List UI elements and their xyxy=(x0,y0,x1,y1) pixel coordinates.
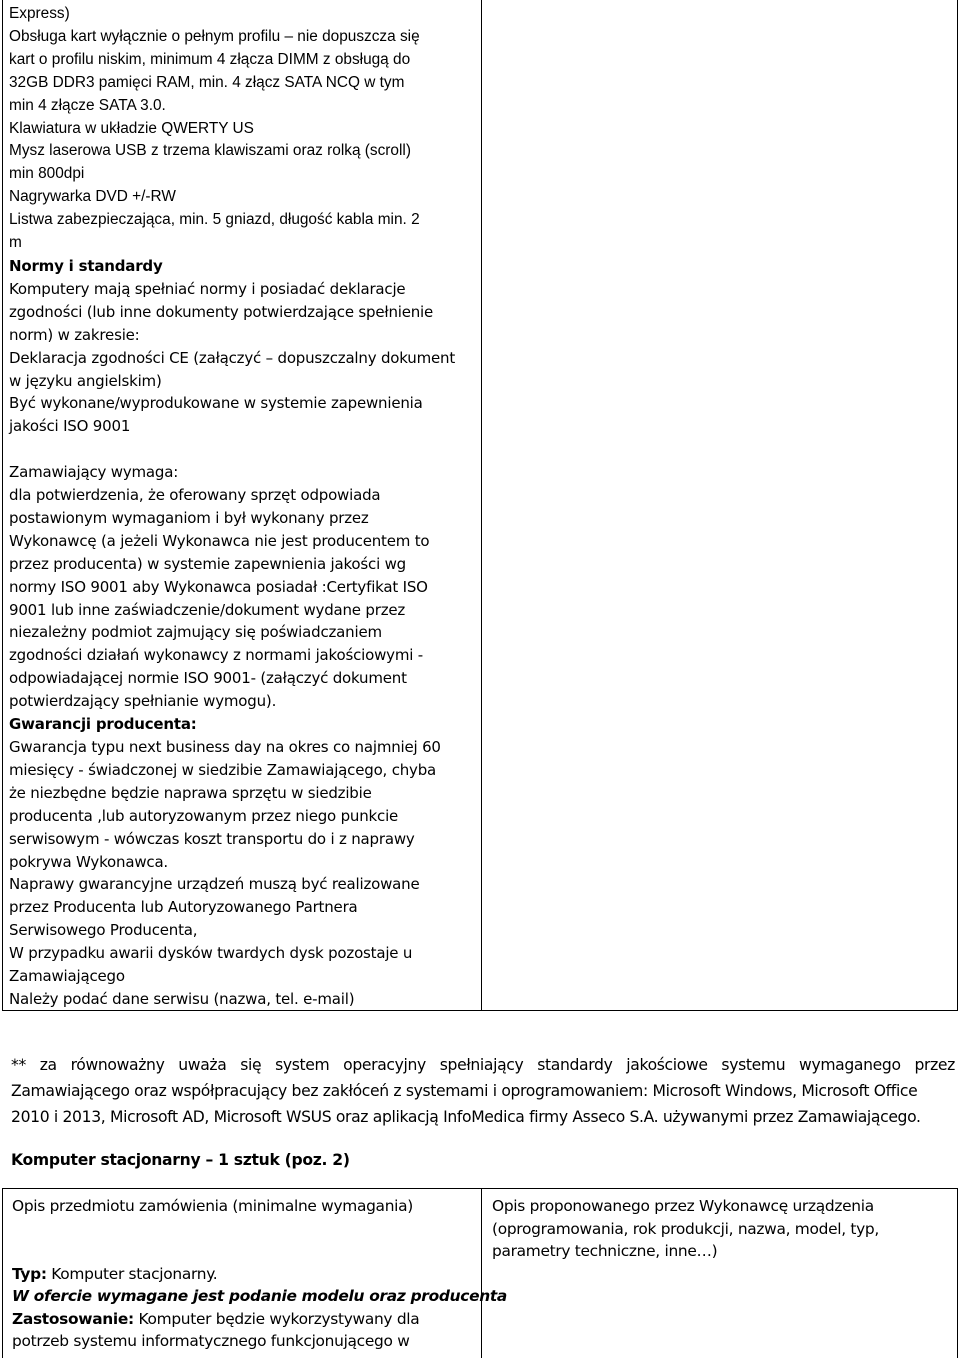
spec-line: kart o profilu niskim, minimum 4 złącza DIMM z obsługą do xyxy=(9,50,411,68)
norms-line: Deklaracja zgodności CE (załączyć – dopuszczalny dokument xyxy=(9,348,456,367)
warranty-line: serwisowym - wówczas koszt transportu do i z naprawy xyxy=(9,829,415,848)
spacer xyxy=(12,1240,474,1263)
spec-line: Obsługa kart wyłącznie o pełnym profilu – nie dopuszcza się xyxy=(9,27,420,45)
column-divider xyxy=(481,1189,482,1358)
spec-line: m xyxy=(9,234,22,252)
requirement-line: zgodności działań wykonawcy z normami jakościowymi - xyxy=(9,646,423,665)
warranty-heading: Gwarancji producenta: xyxy=(9,715,197,734)
spec-line: Klawiatura w układzie QWERTY US xyxy=(9,119,254,137)
requirement-line: Zamawiający wymaga: xyxy=(9,463,179,482)
norms-line: zgodności (lub inne dokumenty potwierdzające spełnienie xyxy=(9,302,434,321)
use-row xyxy=(12,1308,474,1331)
note-line: 2010 i 2013, Microsoft AD, Microsoft WSUS oraz aplikacją InfoMedica firmy Asseco S.A. używanymi przez Zamawiającego. xyxy=(11,1108,921,1126)
requirement-line: postawionym wymaganiom i był wykonany przez xyxy=(9,508,369,527)
warranty-line: Gwarancja typu next business day na okres co najmniej 60 xyxy=(9,737,441,756)
warranty-line: pokrywa Wykonawca. xyxy=(9,852,169,871)
note-line: ** za równoważny uważa się system operacyjny spełniający standardy jakościowe systemu wymaganego przez xyxy=(11,1056,955,1074)
warranty-line: że niezbędne będzie naprawa sprzętu w siedzibie xyxy=(9,783,372,802)
warranty-line: miesięcy - świadczonej w siedzibie Zamawiającego, chyba xyxy=(9,760,437,779)
spec-line: Nagrywarka DVD +/-RW xyxy=(9,188,176,206)
use-label: Zastosowanie: xyxy=(12,1309,134,1328)
norms-line: Być wykonane/wyprodukowane w systemie zapewnienia xyxy=(9,394,423,413)
offer-cell xyxy=(492,1195,952,1263)
warranty-line: W przypadku awarii dysków twardych dysk pozostaje u xyxy=(9,944,413,963)
requirement-line: odpowiadającej normie ISO 9001- (załączyć dokument xyxy=(9,669,407,688)
spec-line: Express) xyxy=(9,5,70,22)
requirement-line: potwierdzający spełnianie wymogu). xyxy=(9,692,277,711)
norms-line: norm) w zakresie: xyxy=(9,325,140,344)
requirements-cell xyxy=(12,1195,508,1353)
requirement-line: dla potwierdzenia, że oferowany sprzęt odpowiada xyxy=(9,486,381,505)
type-row xyxy=(12,1263,474,1286)
right-column-header-line: (oprogramowania, rok produkcji, nazwa, model, typ, xyxy=(492,1219,879,1238)
requirement-line: normy ISO 9001 aby Wykonawca posiadał :Certyfikat ISO xyxy=(9,577,428,596)
section-title: Komputer stacjonarny – 1 sztuk (poz. 2) xyxy=(11,1151,350,1169)
column-divider xyxy=(481,0,482,1010)
spec-line: Mysz laserowa USB z trzema klawiszami oraz rolką (scroll) xyxy=(9,142,411,160)
spec-left-cell xyxy=(9,3,471,1011)
spacer xyxy=(9,438,471,461)
use-line-2: potrzeb systemu informatycznego funkcjonującego w xyxy=(12,1332,410,1350)
spec-line: min 4 złącze SATA 3.0. xyxy=(9,96,166,114)
warranty-line: producenta ,lub autoryzowanym przez niego punkcie xyxy=(9,806,399,825)
spacer xyxy=(12,1218,474,1241)
spec-line: 32GB DDR3 pamięci RAM, min. 4 złącz SATA NCQ w tym xyxy=(9,73,405,91)
norms-heading: Normy i standardy xyxy=(9,256,163,275)
warranty-line: Serwisowego Producenta, xyxy=(9,921,198,940)
offer-note: W ofercie wymagane jest podanie modelu oraz producenta xyxy=(12,1287,508,1305)
right-column-header-line: Opis proponowanego przez Wykonawcę urządzenia xyxy=(492,1197,874,1215)
norms-line: w języku angielskim) xyxy=(9,371,162,390)
requirement-line: niezależny podmiot zajmujący się poświadczaniem xyxy=(9,623,382,642)
requirement-line: Wykonawcę (a jeżeli Wykonawca nie jest producentem to xyxy=(9,531,430,550)
type-value: Komputer stacjonarny. xyxy=(46,1264,218,1283)
warranty-line: Zamawiającego xyxy=(9,967,125,986)
warranty-line: Należy podać dane serwisu (nazwa, tel. e-mail) xyxy=(9,989,355,1008)
right-column-header-line: parametry techniczne, inne…) xyxy=(492,1242,718,1260)
requirement-line: 9001 lub inne zaświadczenie/dokument wydane przez xyxy=(9,600,406,619)
left-column-header: Opis przedmiotu zamówienia (minimalne wymagania) xyxy=(12,1197,413,1215)
norms-line: jakości ISO 9001 xyxy=(9,417,131,436)
warranty-line: Naprawy gwarancyjne urządzeń muszą być realizowane xyxy=(9,875,420,894)
equivalence-note xyxy=(11,1052,955,1130)
note-line: Zamawiającego oraz współpracujący bez zakłóceń z systemami i oprogramowaniem: Microsoft Windows, Microsoft Office xyxy=(11,1082,918,1100)
spec-line: Listwa zabezpieczająca, min. 5 gniazd, długość kabla min. 2 xyxy=(9,211,420,229)
norms-line: Komputery mają spełniać normy i posiadać deklaracje xyxy=(9,279,406,298)
spec-line: min 800dpi xyxy=(9,165,85,183)
spec-table-bottom xyxy=(2,1188,958,1358)
type-label: Typ: xyxy=(12,1264,47,1283)
warranty-line: przez Producenta lub Autoryzowanego Partnera xyxy=(9,898,358,917)
use-value: Komputer będzie wykorzystywany dla xyxy=(133,1309,420,1328)
requirement-line: przez producenta) w systemie zapewnienia jakości wg xyxy=(9,554,406,573)
